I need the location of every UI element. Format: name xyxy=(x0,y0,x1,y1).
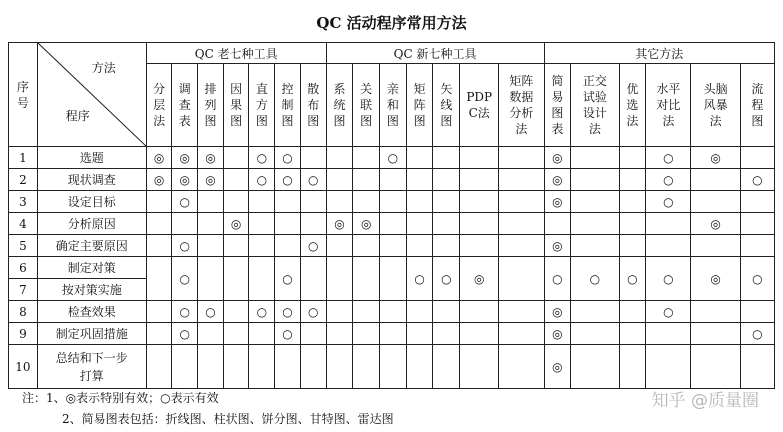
row-number: 3 xyxy=(9,191,38,213)
effectiveness-mark xyxy=(353,345,380,389)
effectiveness-mark: ○ xyxy=(571,257,619,301)
note-2: 2、简易图表包括：折线图、柱状图、饼分图、甘特图、雷达图 xyxy=(62,412,394,426)
effectiveness-mark xyxy=(380,235,407,257)
step-name: 现状调查 xyxy=(37,169,146,191)
effectiveness-mark: ◎ xyxy=(172,169,198,191)
effectiveness-mark xyxy=(740,213,774,235)
effectiveness-mark xyxy=(460,169,499,191)
method-label: 方法 xyxy=(91,61,116,75)
table-row xyxy=(9,147,775,169)
column-header: 矢线图 xyxy=(433,64,460,147)
qc-methods-table xyxy=(8,42,775,389)
effectiveness-mark xyxy=(275,235,301,257)
effectiveness-mark: ○ xyxy=(172,257,198,301)
column-header: 矩阵数据分析法 xyxy=(499,64,544,147)
row-number: 7 xyxy=(9,279,38,301)
step-name: 总结和下一步打算 xyxy=(37,345,146,389)
effectiveness-mark: ◎ xyxy=(544,301,571,323)
effectiveness-mark xyxy=(380,345,407,389)
table-title: QC 活动程序常用方法 xyxy=(316,14,467,32)
effectiveness-mark: ○ xyxy=(740,323,774,345)
step-name: 检查效果 xyxy=(37,301,146,323)
row-number: 4 xyxy=(9,213,38,235)
table-row xyxy=(9,323,775,345)
column-header: 分层法 xyxy=(146,64,172,147)
effectiveness-mark xyxy=(460,147,499,169)
effectiveness-mark: ○ xyxy=(275,169,301,191)
effectiveness-mark xyxy=(433,147,460,169)
effectiveness-mark xyxy=(499,345,544,389)
effectiveness-mark xyxy=(198,213,224,235)
effectiveness-mark: ◎ xyxy=(146,147,172,169)
effectiveness-mark xyxy=(619,345,646,389)
effectiveness-mark xyxy=(433,235,460,257)
effectiveness-mark xyxy=(691,191,740,213)
effectiveness-mark xyxy=(275,345,301,389)
effectiveness-mark: ◎ xyxy=(691,257,740,301)
column-header: 矩阵图 xyxy=(406,64,433,147)
effectiveness-mark: ○ xyxy=(198,301,224,323)
effectiveness-mark: ○ xyxy=(249,169,275,191)
column-header: 正交试验设计法 xyxy=(571,64,619,147)
notes xyxy=(22,388,394,430)
effectiveness-mark: ○ xyxy=(300,169,326,191)
effectiveness-mark xyxy=(146,345,172,389)
effectiveness-mark xyxy=(380,191,407,213)
effectiveness-mark xyxy=(619,235,646,257)
effectiveness-mark xyxy=(571,235,619,257)
header-group-row xyxy=(9,43,775,64)
effectiveness-mark: ○ xyxy=(172,191,198,213)
effectiveness-mark xyxy=(300,213,326,235)
effectiveness-mark xyxy=(619,169,646,191)
effectiveness-mark xyxy=(326,323,353,345)
column-header: 排列图 xyxy=(198,64,224,147)
effectiveness-mark xyxy=(326,235,353,257)
effectiveness-mark xyxy=(406,345,433,389)
effectiveness-mark xyxy=(433,191,460,213)
effectiveness-mark xyxy=(406,301,433,323)
effectiveness-mark xyxy=(646,345,691,389)
effectiveness-mark: ○ xyxy=(172,323,198,345)
row-number: 9 xyxy=(9,323,38,345)
effectiveness-mark xyxy=(619,213,646,235)
effectiveness-mark xyxy=(353,147,380,169)
effectiveness-mark xyxy=(406,147,433,169)
effectiveness-mark: ◎ xyxy=(544,147,571,169)
effectiveness-mark xyxy=(571,301,619,323)
effectiveness-mark xyxy=(460,191,499,213)
table-row xyxy=(9,235,775,257)
effectiveness-mark xyxy=(499,235,544,257)
table-row xyxy=(9,213,775,235)
effectiveness-mark xyxy=(380,257,407,301)
effectiveness-mark: ○ xyxy=(740,257,774,301)
group-old-seven: QC 老七种工具 xyxy=(146,43,326,64)
effectiveness-mark: ○ xyxy=(544,257,571,301)
diagonal-header-cell xyxy=(37,43,146,147)
effectiveness-mark: ◎ xyxy=(544,323,571,345)
step-name: 分析原因 xyxy=(37,213,146,235)
column-header: 亲和图 xyxy=(380,64,407,147)
effectiveness-mark xyxy=(571,169,619,191)
effectiveness-mark: ◎ xyxy=(172,147,198,169)
row-number: 2 xyxy=(9,169,38,191)
effectiveness-mark xyxy=(223,235,249,257)
effectiveness-mark: ○ xyxy=(433,257,460,301)
step-name: 选题 xyxy=(37,147,146,169)
effectiveness-mark xyxy=(433,323,460,345)
row-number: 10 xyxy=(9,345,38,389)
effectiveness-mark xyxy=(300,191,326,213)
column-header: 头脑风暴法 xyxy=(691,64,740,147)
effectiveness-mark xyxy=(571,345,619,389)
program-label: 程序 xyxy=(65,109,90,123)
effectiveness-mark xyxy=(326,257,353,301)
effectiveness-mark xyxy=(406,323,433,345)
effectiveness-mark xyxy=(380,323,407,345)
effectiveness-mark xyxy=(172,213,198,235)
effectiveness-mark xyxy=(406,191,433,213)
effectiveness-mark xyxy=(223,301,249,323)
effectiveness-mark: ○ xyxy=(275,147,301,169)
effectiveness-mark: ○ xyxy=(740,169,774,191)
effectiveness-mark xyxy=(353,257,380,301)
group-other-methods: 其它方法 xyxy=(544,43,774,64)
effectiveness-mark: ○ xyxy=(249,301,275,323)
effectiveness-mark: ◎ xyxy=(198,169,224,191)
effectiveness-mark xyxy=(740,345,774,389)
effectiveness-mark xyxy=(198,257,224,301)
effectiveness-mark xyxy=(300,345,326,389)
effectiveness-mark: ◎ xyxy=(146,169,172,191)
effectiveness-mark: ◎ xyxy=(691,147,740,169)
effectiveness-mark xyxy=(571,323,619,345)
effectiveness-mark xyxy=(740,235,774,257)
column-header: 优选法 xyxy=(619,64,646,147)
effectiveness-mark: ○ xyxy=(646,301,691,323)
effectiveness-mark xyxy=(223,147,249,169)
effectiveness-mark xyxy=(619,323,646,345)
effectiveness-mark xyxy=(499,323,544,345)
effectiveness-mark xyxy=(499,257,544,301)
effectiveness-mark xyxy=(406,213,433,235)
effectiveness-mark xyxy=(146,235,172,257)
effectiveness-mark xyxy=(406,169,433,191)
column-header: 流程图 xyxy=(740,64,774,147)
effectiveness-mark xyxy=(326,301,353,323)
table-row xyxy=(9,169,775,191)
effectiveness-mark: ◎ xyxy=(544,345,571,389)
effectiveness-mark xyxy=(740,301,774,323)
effectiveness-mark xyxy=(198,235,224,257)
effectiveness-mark xyxy=(146,301,172,323)
table-row xyxy=(9,345,775,389)
effectiveness-mark xyxy=(326,345,353,389)
column-header: 直方图 xyxy=(249,64,275,147)
effectiveness-mark: ○ xyxy=(275,257,301,301)
effectiveness-mark: ○ xyxy=(172,301,198,323)
effectiveness-mark xyxy=(460,323,499,345)
effectiveness-mark: ◎ xyxy=(353,213,380,235)
effectiveness-mark xyxy=(172,345,198,389)
effectiveness-mark: ○ xyxy=(300,301,326,323)
effectiveness-mark xyxy=(249,257,275,301)
effectiveness-mark xyxy=(691,345,740,389)
effectiveness-mark xyxy=(691,235,740,257)
effectiveness-mark xyxy=(223,257,249,301)
table-row xyxy=(9,191,775,213)
effectiveness-mark xyxy=(691,169,740,191)
step-name: 制定对策 xyxy=(37,257,146,279)
effectiveness-mark xyxy=(223,191,249,213)
effectiveness-mark: ◎ xyxy=(326,213,353,235)
effectiveness-mark: ◎ xyxy=(198,147,224,169)
column-header: 简易图表 xyxy=(544,64,571,147)
effectiveness-mark: ○ xyxy=(275,301,301,323)
table-row xyxy=(9,301,775,323)
effectiveness-mark xyxy=(544,213,571,235)
effectiveness-mark: ◎ xyxy=(544,169,571,191)
effectiveness-mark xyxy=(460,301,499,323)
effectiveness-mark xyxy=(646,213,691,235)
effectiveness-mark xyxy=(433,213,460,235)
effectiveness-mark xyxy=(300,257,326,301)
effectiveness-mark xyxy=(499,169,544,191)
effectiveness-mark xyxy=(499,147,544,169)
step-name: 按对策实施 xyxy=(37,279,146,301)
effectiveness-mark xyxy=(300,323,326,345)
effectiveness-mark xyxy=(691,323,740,345)
effectiveness-mark: ◎ xyxy=(460,257,499,301)
effectiveness-mark xyxy=(499,191,544,213)
effectiveness-mark xyxy=(460,345,499,389)
step-name: 设定目标 xyxy=(37,191,146,213)
effectiveness-mark: ○ xyxy=(275,323,301,345)
effectiveness-mark xyxy=(249,235,275,257)
effectiveness-mark: ◎ xyxy=(223,213,249,235)
effectiveness-mark xyxy=(198,191,224,213)
effectiveness-mark xyxy=(380,169,407,191)
effectiveness-mark xyxy=(740,147,774,169)
effectiveness-mark xyxy=(223,169,249,191)
column-header: PDPC法 xyxy=(460,64,499,147)
effectiveness-mark xyxy=(646,235,691,257)
column-header: 因果图 xyxy=(223,64,249,147)
effectiveness-mark xyxy=(380,213,407,235)
note-1: 注：1、◎表示特别有效；○表示有效 xyxy=(22,391,219,405)
effectiveness-mark: ◎ xyxy=(691,213,740,235)
effectiveness-mark xyxy=(353,235,380,257)
row-number: 1 xyxy=(9,147,38,169)
effectiveness-mark xyxy=(198,345,224,389)
effectiveness-mark xyxy=(691,301,740,323)
effectiveness-mark xyxy=(300,147,326,169)
effectiveness-mark xyxy=(619,301,646,323)
effectiveness-mark xyxy=(146,191,172,213)
column-header: 控制图 xyxy=(275,64,301,147)
group-new-seven: QC 新七种工具 xyxy=(326,43,544,64)
step-name: 确定主要原因 xyxy=(37,235,146,257)
row-number: 5 xyxy=(9,235,38,257)
effectiveness-mark xyxy=(353,301,380,323)
effectiveness-mark xyxy=(499,213,544,235)
seq-header: 序号 xyxy=(9,43,38,147)
effectiveness-mark: ○ xyxy=(300,235,326,257)
effectiveness-mark: ◎ xyxy=(544,191,571,213)
effectiveness-mark xyxy=(223,345,249,389)
effectiveness-mark xyxy=(460,235,499,257)
effectiveness-mark xyxy=(646,323,691,345)
column-header: 系统图 xyxy=(326,64,353,147)
effectiveness-mark xyxy=(249,213,275,235)
effectiveness-mark xyxy=(198,323,224,345)
effectiveness-mark: ○ xyxy=(249,147,275,169)
effectiveness-mark xyxy=(146,257,172,301)
column-header: 水平对比法 xyxy=(646,64,691,147)
effectiveness-mark xyxy=(326,147,353,169)
effectiveness-mark: ○ xyxy=(646,257,691,301)
effectiveness-mark xyxy=(433,301,460,323)
watermark: 知乎 @质量圈 xyxy=(651,391,759,411)
effectiveness-mark xyxy=(146,323,172,345)
effectiveness-mark xyxy=(571,147,619,169)
effectiveness-mark xyxy=(249,323,275,345)
effectiveness-mark xyxy=(619,147,646,169)
effectiveness-mark xyxy=(223,323,249,345)
effectiveness-mark xyxy=(326,191,353,213)
effectiveness-mark xyxy=(571,213,619,235)
effectiveness-mark: ○ xyxy=(172,235,198,257)
row-number: 8 xyxy=(9,301,38,323)
effectiveness-mark xyxy=(249,345,275,389)
effectiveness-mark: ○ xyxy=(619,257,646,301)
effectiveness-mark: ◎ xyxy=(544,235,571,257)
row-number: 6 xyxy=(9,257,38,279)
effectiveness-mark xyxy=(571,191,619,213)
effectiveness-mark xyxy=(353,323,380,345)
effectiveness-mark xyxy=(249,191,275,213)
effectiveness-mark xyxy=(380,301,407,323)
effectiveness-mark xyxy=(275,191,301,213)
effectiveness-mark: ○ xyxy=(646,169,691,191)
effectiveness-mark: ○ xyxy=(406,257,433,301)
effectiveness-mark xyxy=(353,169,380,191)
effectiveness-mark: ○ xyxy=(646,191,691,213)
effectiveness-mark xyxy=(460,213,499,235)
effectiveness-mark xyxy=(433,169,460,191)
effectiveness-mark xyxy=(433,345,460,389)
column-header: 散布图 xyxy=(300,64,326,147)
table-row xyxy=(9,257,775,279)
effectiveness-mark xyxy=(406,235,433,257)
effectiveness-mark: ○ xyxy=(646,147,691,169)
effectiveness-mark xyxy=(740,191,774,213)
effectiveness-mark: ○ xyxy=(380,147,407,169)
effectiveness-mark xyxy=(275,213,301,235)
effectiveness-mark xyxy=(353,191,380,213)
column-header: 关联图 xyxy=(353,64,380,147)
effectiveness-mark xyxy=(146,213,172,235)
step-name: 制定巩固措施 xyxy=(37,323,146,345)
effectiveness-mark xyxy=(326,169,353,191)
effectiveness-mark xyxy=(619,191,646,213)
effectiveness-mark xyxy=(499,301,544,323)
column-header: 调查表 xyxy=(172,64,198,147)
